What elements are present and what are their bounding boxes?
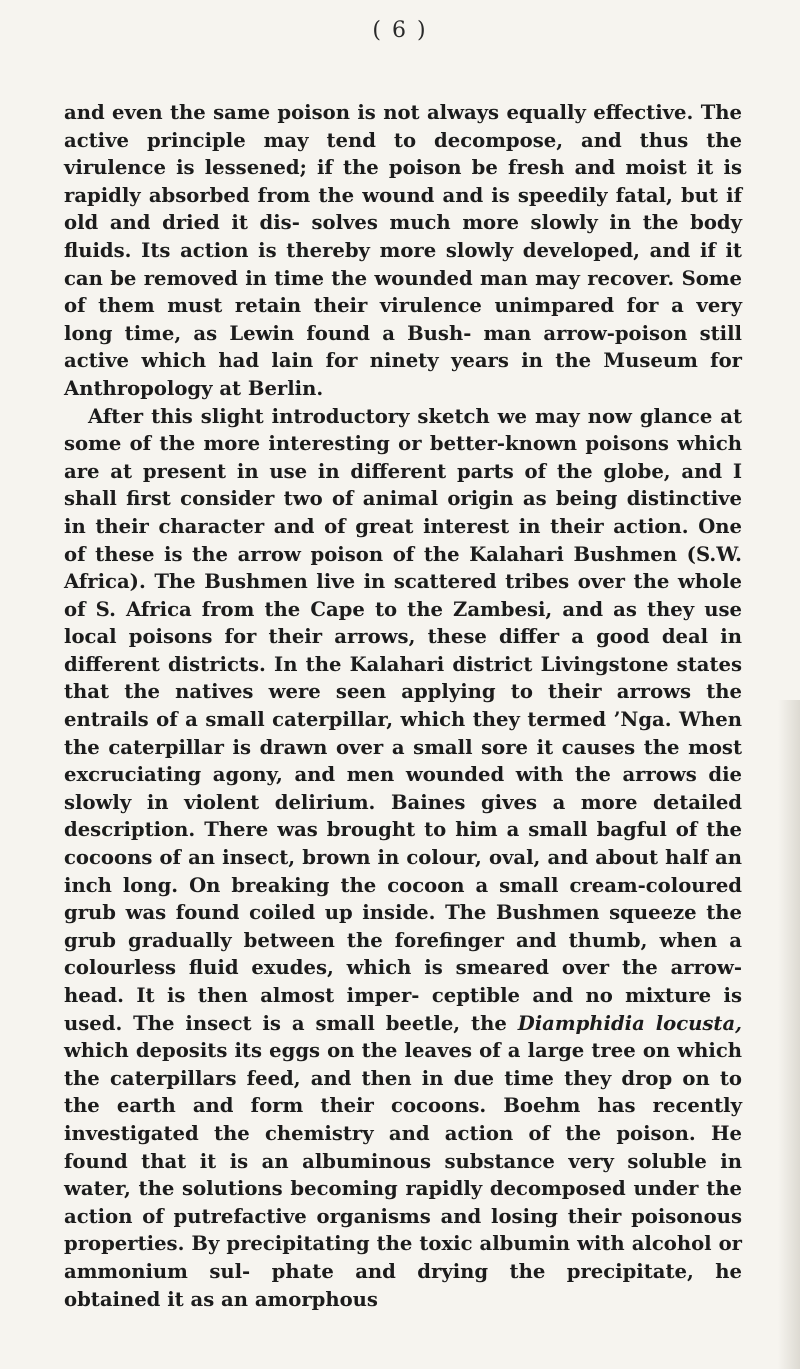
paragraph-2 <box>64 403 742 1314</box>
paragraph-1: and even the same poison is not always equally effective. The active principle may tend to decompose, and thus the virulence is lessened; if the poison be fresh and moist it is rapidly absorbed from the wound and is speedily fatal, but if old and dried it dis- solves much more slowly in the body fluids. Its action is thereby more slowly developed, and if it can be removed in time the wounded man may recover. Some of them must retain their virulence unimpared for a very long time, as Lewin found a Bush- man arrow-poison still active which had lain for ninety years in the Museum for Anthropology at Berlin. <box>64 101 742 400</box>
body-text <box>64 99 742 1313</box>
page-number: ( 6 ) <box>372 18 428 43</box>
page-edge-shadow <box>778 700 800 1369</box>
species-name: Diamphidia locusta, <box>517 1011 742 1035</box>
paragraph-2-text-b: which deposits its eggs on the leaves of a large tree on which the caterpillars feed, and then in due time they drop on to the earth and form their cocoons. Boehm has recently investigated the chemistry and action of the poison. He found that it is an albuminous substance very soluble in water, the solutions becoming rapidly decomposed under the action of putrefactive organisms and losing their poisonous properties. By precipitating the toxic albumin with alcohol or ammonium sul- phate and drying the precipitate, he obtained it as an amorphous <box>64 1039 742 1311</box>
paragraph-2-text-a: After this slight introductory sketch we may now glance at some of the more interesting or better-known poisons which are at present in use in different parts of the globe, and I shall first consider two of animal origin as being distinctive in their character and of great interest in their action. One of these is the arrow poison of the Kalahari Bushmen (S.W. Africa). The Bushmen live in scattered tribes over the whole of S. Africa from the Cape to the Zambesi, and as they use local poisons for their arrows, these differ a good deal in different districts. In the Kalahari district Livingstone states that the natives were seen applying to their arrows the entrails of a small caterpillar, which they termed ’Nga. When the caterpillar is drawn over a small sore it causes the most excruciating agony, and men wounded with the arrows die slowly in violent delirium. Baines gives a more detailed description. There was brought to him a small bagful of the cocoons of an insect, brown in colour, oval, and about half an inch long. On breaking the cocoon a small cream-coloured grub was found coiled up inside. The Bushmen squeeze the grub gradually between the forefinger and thumb, when a colourless fluid exudes, which is smeared over the arrow-head. It is then almost imper- ceptible and no mixture is used. The insect is a small beetle, the <box>64 404 742 1035</box>
